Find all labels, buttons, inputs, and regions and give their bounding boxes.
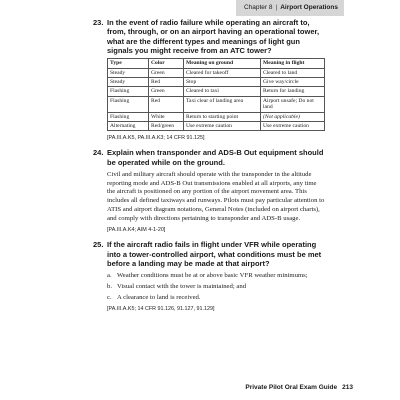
- list-item: [107, 283, 325, 292]
- table-cell: Use extreme caution: [184, 122, 261, 131]
- table-row: [108, 78, 325, 87]
- table-row: [108, 87, 325, 96]
- table-cell: Use extreme caution: [261, 122, 325, 131]
- reference-citation: [PA.III.A.K5; 14 CFR 91.126, 91.127, 91.129]: [107, 306, 215, 313]
- table-cell: (Not applicable): [261, 112, 325, 121]
- list-item-text: Weather conditions must be at or above basic VFR weather minimums;: [117, 272, 308, 280]
- table-cell: Alternating: [108, 122, 149, 131]
- reference-citation: [PA.III.A.K5, PA.III.A.K3; 14 CFR 91.125]: [107, 135, 205, 142]
- table-cell: Flashing: [108, 96, 149, 112]
- book-title: Private Pilot Oral Exam Guide: [245, 384, 338, 391]
- question-text: In the event of radio failure while operating an aircraft to, from, through, or on an airport having an operational tower, what are the different types and meanings of light gun signals you might receive from an ATC tower?: [107, 18, 320, 55]
- list-item-letter: a.: [107, 272, 112, 280]
- question-text: Explain when transponder and ADS-B Out equipment should be operated while on the ground.: [107, 148, 324, 167]
- table-cell: Steady: [108, 68, 149, 77]
- table-cell: Flashing: [108, 112, 149, 121]
- list-item-text: Visual contact with the tower is maintained; and: [117, 282, 247, 290]
- chapter-label: Chapter 8: [243, 4, 273, 11]
- table-cell: Red: [149, 96, 184, 112]
- table-cell: Taxi clear of landing area: [184, 96, 261, 112]
- answer-list: [107, 272, 325, 302]
- question-23: [93, 18, 325, 55]
- list-item: [107, 294, 325, 303]
- header-separator: |: [275, 4, 278, 11]
- list-item-letter: b.: [107, 282, 113, 290]
- column-header: Meaning on ground: [184, 59, 261, 68]
- table-cell: Return for landing: [261, 87, 325, 96]
- running-header: [236, 0, 344, 16]
- question-text: If the aircraft radio fails in flight under VFR while operating into a tower-controlled airport, what conditions must be met before a landing may be made at that airport?: [107, 240, 322, 268]
- page-content: [93, 18, 325, 313]
- page-number: 213: [342, 384, 353, 391]
- light-gun-signals-table: [107, 58, 325, 131]
- list-item-letter: c.: [107, 293, 112, 301]
- table-cell: Flashing: [108, 87, 149, 96]
- table-cell: Green: [149, 68, 184, 77]
- table-cell: Return to starting point: [184, 112, 261, 121]
- column-header: Color: [149, 59, 184, 68]
- table-row: [108, 122, 325, 131]
- table-header-row: [108, 59, 325, 68]
- question-24: [93, 148, 325, 167]
- table-row: [108, 96, 325, 112]
- chapter-title: Airport Operations: [280, 4, 338, 11]
- table-cell: Stop: [184, 78, 261, 87]
- reference-citation: [PA.III.A.K4; AIM 4-1-20]: [107, 227, 166, 234]
- table-cell: Green: [149, 87, 184, 96]
- list-item-text: A clearance to land is received.: [117, 293, 201, 301]
- table-row: [108, 68, 325, 77]
- table-cell: Airport unsafe; Do not land: [261, 96, 325, 112]
- question-number: 23.: [93, 18, 104, 27]
- table-cell: Red/green: [149, 122, 184, 131]
- table-cell: Give way/circle: [261, 78, 325, 87]
- column-header: Type: [108, 59, 149, 68]
- table-cell: Red: [149, 78, 184, 87]
- table-cell: Cleared to land: [261, 68, 325, 77]
- table-cell: Cleared for takeoff: [184, 68, 261, 77]
- question-25: [93, 240, 325, 268]
- column-header: Meaning in flight: [261, 59, 325, 68]
- answer-paragraph: Civil and military aircraft should operate with the transponder in the altitude reporting mode and ADS-B Out transmissions enabled at all airports, any time the aircraft is positioned on any portion of the airport movement area. This includes all defined taxiways and runways. Pilots must pay particular attention to ATIS and airport diagram notations, General Notes (included on airport charts), and comply with directions pertaining to transponder and ADS-B usage.: [107, 171, 325, 222]
- question-number: 24.: [93, 148, 104, 158]
- running-footer: [245, 384, 353, 391]
- table-row: [108, 112, 325, 121]
- table-cell: White: [149, 112, 184, 121]
- table-cell: Steady: [108, 78, 149, 87]
- question-number: 25.: [93, 240, 104, 250]
- list-item: [107, 272, 325, 281]
- table-cell: Cleared to taxi: [184, 87, 261, 96]
